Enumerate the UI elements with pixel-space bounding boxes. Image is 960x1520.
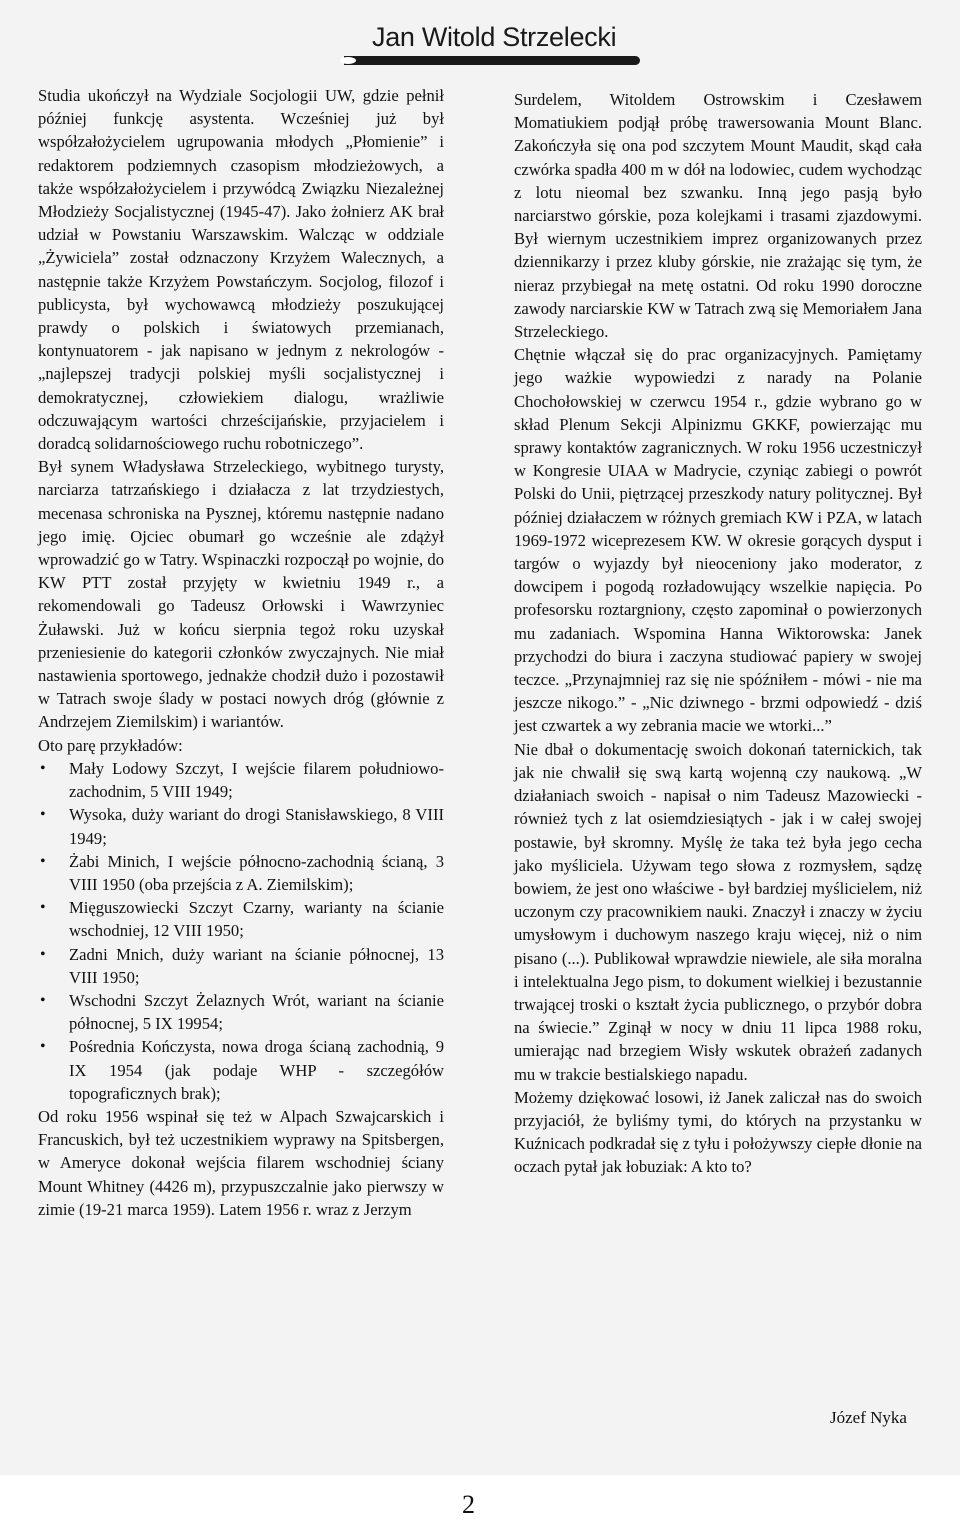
bullet-icon: • — [40, 852, 46, 870]
article-title: Jan Witold Strzelecki — [372, 22, 617, 52]
paragraph: Nie dbał o dokumentację swoich dokonań taternickich, tak jak nie chwalił się swą kartą wojenną czy naukową. „W działaniach swoich - napisał o nim Tadeusz Mazowiecki - również tych z lat osiemdziesiątych - jak i w całej swojej postawie, był skromny. Myślę że taka też była jego cecha jako myśliciela. Używam tego słowa z rozmysłem, sądzę bowiem, że jest ono właściwe - był bardziej myślicielem, niż uczonym czy pracownikiem nauki. Znaczył i znaczy w życiu umysłowym i duchowym naszego kraju więcej, niż o nim pisano (...). Publikował wprawdzie niewiele, ale siła moralna i intelektualna Jego pism, to dokument wielkiej i bezustannie trwającej troski o kształt życia publicznego, o przybór dobra na świecie.” Zginął w nocy w dniu 11 lipca 1988 roku, umierając nad brzegiem Wisły wskutek obrażeń zadanych mu w trakcie bestialskiego napadu. — [514, 739, 922, 1084]
title-underline-cap — [340, 57, 356, 64]
list-item — [38, 803, 444, 849]
right-column — [514, 88, 922, 1179]
list-item-text: Żabi Minich, I wejście północno-zachodnią ścianą, 3 VIII 1950 (oba przejścia z A. Ziemilskim); — [69, 851, 444, 894]
first-ascents-list — [38, 757, 444, 1105]
bullet-icon: • — [40, 1038, 46, 1056]
list-item-text: Zadni Mnich, duży wariant na ścianie północnej, 13 VIII 1950; — [69, 944, 444, 987]
list-item-text: Mięguszowiecki Szczyt Czarny, warianty na ścianie wschodniej, 12 VIII 1950; — [69, 898, 444, 941]
bullet-icon: • — [40, 945, 46, 963]
page-number: 2 — [462, 1490, 475, 1519]
list-item-text: Mały Lodowy Szczyt, I wejście filarem południowo-zachodnim, 5 VIII 1949; — [69, 758, 444, 802]
paragraph: Możemy dziękować losowi, iż Janek zaliczał nas do swoich przyjaciół, że byliśmy tymi, do których na przystanku w Kuźnicach podkradał się z tyłu i położywszy ciepłe dłonie na oczach pytał jak łobuziak: A kto to? — [514, 1087, 922, 1177]
title-underline-bar — [344, 56, 640, 65]
list-item-text: Pośrednia Kończysta, nowa droga ścianą zachodnią, 9 IX 1954 (jak podaje WHP - szczegółów topograficznych brak); — [69, 1037, 444, 1103]
paragraph: Oto parę przykładów: — [38, 735, 183, 755]
paragraph: Od roku 1956 wspinał się też w Alpach Szwajcarskich i Francuskich, był też uczestnikiem wyprawy na Spitsbergen, w Ameryce dokonał wejścia filarem wschodniej ściany Mount Whitney (4426 m), przypuszczalnie jako pierwszy w zimie (19-21 marca 1959). Latem 1956 r. wraz z Jerzym — [38, 1106, 444, 1219]
bullet-icon: • — [40, 806, 46, 824]
list-item — [38, 943, 444, 989]
author-signature: Józef Nyka — [830, 1408, 907, 1427]
paragraph: Chętnie włączał się do prac organizacyjnych. Pamiętamy jego ważkie wypowiedzi z narady na Polanie Chochołowskiej w czerwcu 1954 r., gdzie wybrano go w skład Plenum Sekcji Alpinizmu GKKF, powierzając mu sprawy kontaktów zagranicznych. W roku 1956 uczestniczył w Kongresie UIAA w Madrycie, czyniąc zabiegi o powrót Polski do Unii, piętrzącej przeszkody natury politycznej. Był później działaczem w różnych gremiach KW i PZA, w latach 1969-1972 wiceprezesem KW. W okresie gorących dysput i targów o wyjazdy był nieoceniony jako moderator, z dowcipem i pogodą rozładowujący wszelkie napięcia. Po profesorsku roztargniony, często zapominał o powierzonych mu zadaniach. Wspomina Hanna Wiktorowska: Janek przychodzi do biura i zaczyna studiować papiery w swojej teczce. „Przynajmniej raz się nie spóźniłem - mówi - nie ma jeszcze nikogo.” - „Nic dziwnego - brzmi odpowiedź - dziś jest czwartek a wy zebrania macie we wtorki...” — [514, 345, 922, 736]
paragraph: Surdelem, Witoldem Ostrowskim i Czesławem Momatiukiem podjął próbę trawersowania Mount Blanc. Zakończyła się ona pod szczytem Mount Maudit, skąd cała czwórka spadła 400 m w dół na lodowiec, cudem wychodząc z lotu nieomal bez szwanku. Inną jego pasją było narciarstwo górskie, poza kolejkami i trasami zjazdowymi. Był wiernym uczestnikiem imprez organizowanych przez dziennikarzy i przez kluby górskie, nie zrażając się tym, że nieraz przybiegał na metę ostatni. Od roku 1990 doroczne zawody narciarskie KW w Tatrach zwą się Memoriałem Jana Strzeleckiego. — [514, 90, 922, 342]
list-item-text: Wysoka, duży wariant do drogi Stanisławskiego, 8 VIII 1949; — [69, 805, 444, 848]
list-item — [38, 850, 444, 896]
list-item — [38, 989, 444, 1035]
list-item — [38, 757, 444, 803]
paragraph: Był synem Władysława Strzeleckiego, wybitnego turysty, narciarza tatrzańskiego i działacza z lat trzydziestych, mecenasa schroniska na Pysznej, któremu następnie nadano jego imię. Ojciec obumarł go wcześnie ale zdążył wprowadzić go w Tatry. Wspinaczki rozpoczął po wojnie, do KW PTT został przyjęty w kwietniu 1949 r., a rekomendowali go Tadeusz Orłowski i Wawrzyniec Żuławski. Już w końcu sierpnia tegoż roku uzyskał przeniesienie do kategorii członków zwyczajnych. Nie miał nastawienia sportowego, jednakże chodził dużo i pozostawił w Tatrach swoje ślady w postaci nowych dróg (głównie z Andrzejem Ziemilskim) i wariantów. — [38, 457, 444, 732]
paragraph: Studia ukończył na Wydziale Socjologii UW, gdzie pełnił później funkcję asystenta. Wcześniej już był współzałożycielem ugrupowania młodych „Płomienie” i redaktorem podziemnych czasopism młodzieżowych, a także współzałożycielem i przywódcą Związku Niezależnej Młodzieży Socjalistycznej (1945-47). Jako żołnierz AK brał udział w Powstaniu Warszawskim. Walcząc w oddziale „Żywiciela” został odznaczony Krzyżem Walecznych, a następnie także Krzyżem Powstańczym. Socjolog, filozof i publicysta, był wychowawcą młodzieży poszukującej prawdy o polskich i światowych przemianach, kontynuatorem - jak napisano w jednym z nekrologów - „najlepszej tradycji polskiej myśli socjalistycznej i demokratycznej, człowiekiem dialogu, wrażliwie odczuwającym wartości chrześcijańskie, przyjacielem i doradcą solidarnościowego ruchu robotniczego”. — [38, 86, 444, 454]
list-item-text: Wschodni Szczyt Żelaznych Wrót, wariant na ścianie północnej, 5 IX 19954; — [69, 990, 444, 1034]
list-item — [38, 896, 444, 942]
bullet-icon: • — [40, 759, 46, 777]
bullet-icon: • — [40, 899, 46, 917]
bullet-icon: • — [40, 991, 46, 1009]
left-column — [38, 84, 444, 1221]
list-item — [38, 1035, 444, 1105]
